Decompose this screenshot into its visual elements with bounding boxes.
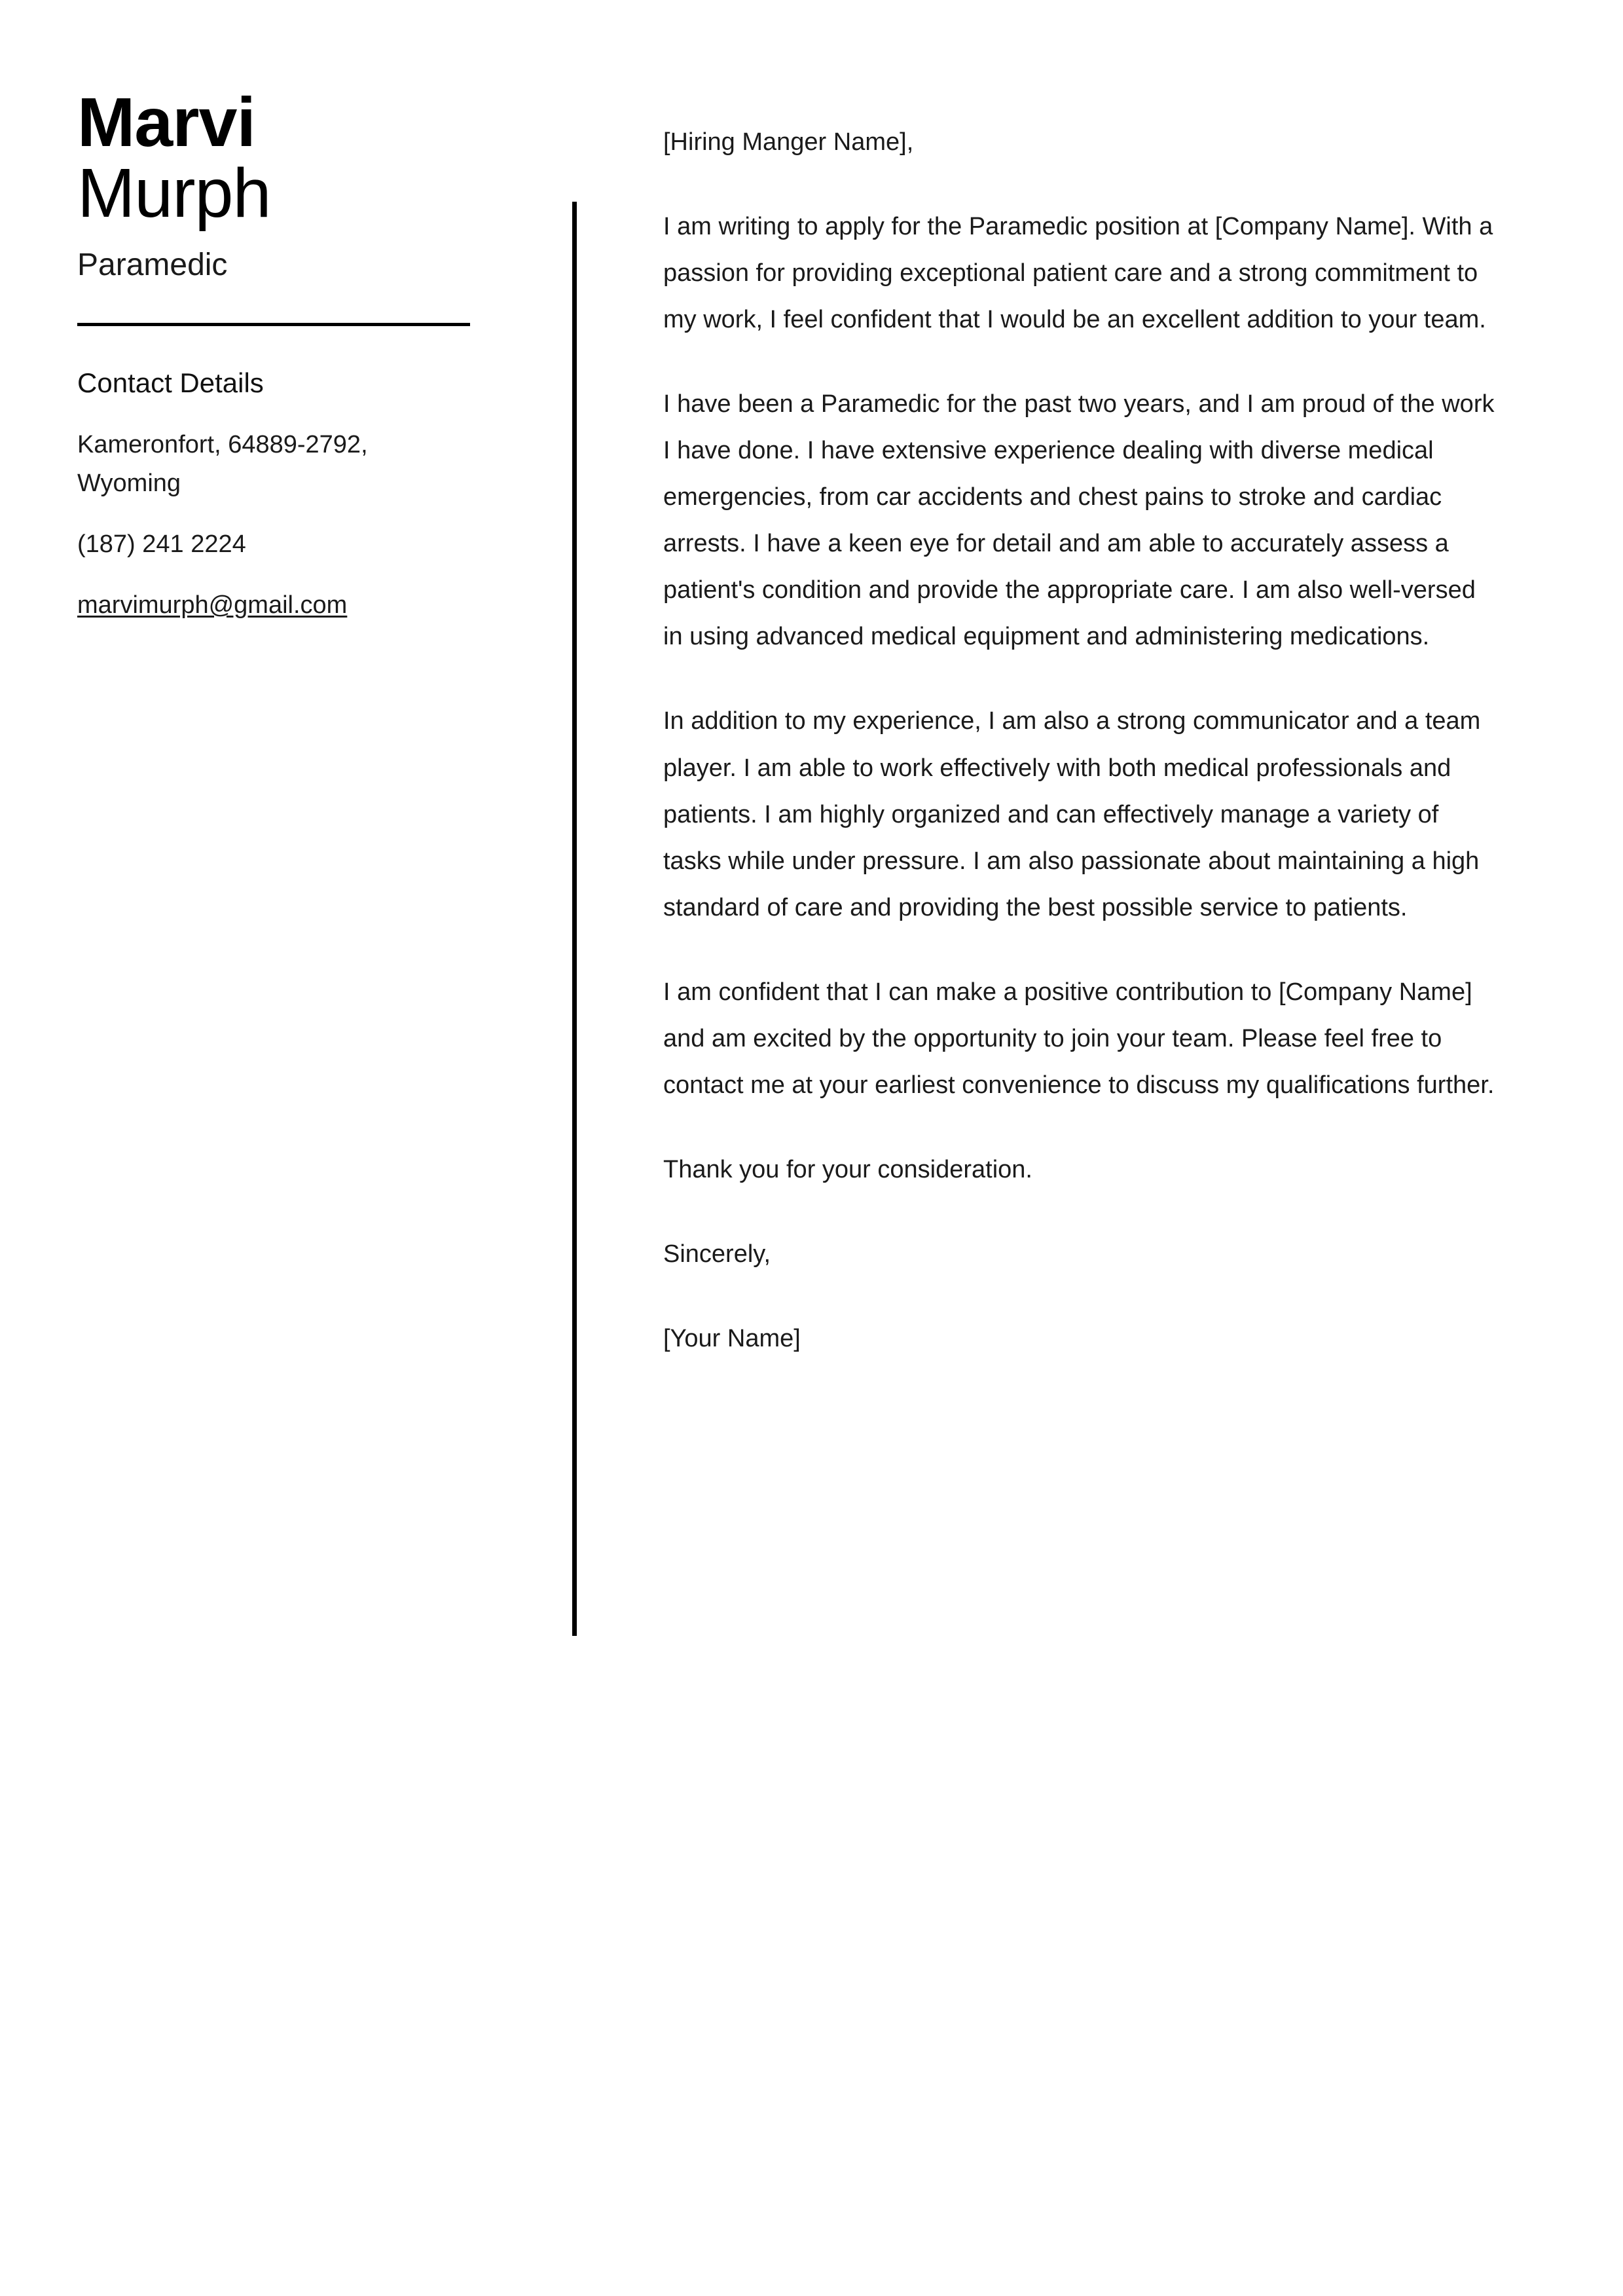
letter-paragraph-3: In addition to my experience, I am also a strong communicator and a team player. I am able to work effectively with both medical professionals and patients. I am highly organized and can effectively manage a variety of tasks while under pressure. I am also passionate about maintaining a high standard of care and providing the best possible service to patients. <box>663 707 1481 921</box>
column-divider <box>572 202 577 1636</box>
contact-email-link[interactable]: marvimurph@gmail.com <box>77 591 348 619</box>
contact-details-heading: Contact Details <box>77 367 264 398</box>
letter-paragraph-1: I am writing to apply for the Paramedic position at [Company Name]. With a passion for providing exceptional patient care and a strong commitment to my work, I feel confident that I would be an excellent addition to your team. <box>663 213 1493 334</box>
letter-paragraph-2: I have been a Paramedic for the past two years, and I am proud of the work I have done. I have extensive experience dealing with diverse medical emergencies, from car accidents and chest pains to stroke and cardiac arrests. I have a keen eye for detail and am able to accurately assess a patient's condition and provide the appropriate care. I am also well-versed in using advanced medical equipment and administering medications. <box>663 390 1495 651</box>
sidebar <box>77 85 483 647</box>
contact-address: Kameronfort, 64889-2792, Wyoming <box>77 431 368 498</box>
letter-closing: Sincerely, <box>663 1240 771 1268</box>
contact-phone[interactable]: (187) 241 2224 <box>77 530 246 559</box>
letter-signature: [Your Name] <box>663 1324 801 1352</box>
applicant-last-name: Murph <box>77 155 271 232</box>
contact-details-list <box>77 426 483 625</box>
applicant-first-name: Marvi <box>77 84 255 161</box>
letter-thanks: Thank you for your consideration. <box>663 1155 1032 1183</box>
letter-paragraph-4: I am confident that I can make a positive contribution to [Company Name] and am excited by the opportunity to join your team. Please feel free to contact me at your earliest convenience to discuss my qualifications further. <box>663 978 1495 1099</box>
applicant-job-title: Paramedic <box>77 247 228 282</box>
letter-body <box>663 119 1500 1362</box>
letter-salutation: [Hiring Manger Name], <box>663 128 914 156</box>
sidebar-divider-rule <box>77 323 470 326</box>
applicant-name <box>77 85 483 231</box>
